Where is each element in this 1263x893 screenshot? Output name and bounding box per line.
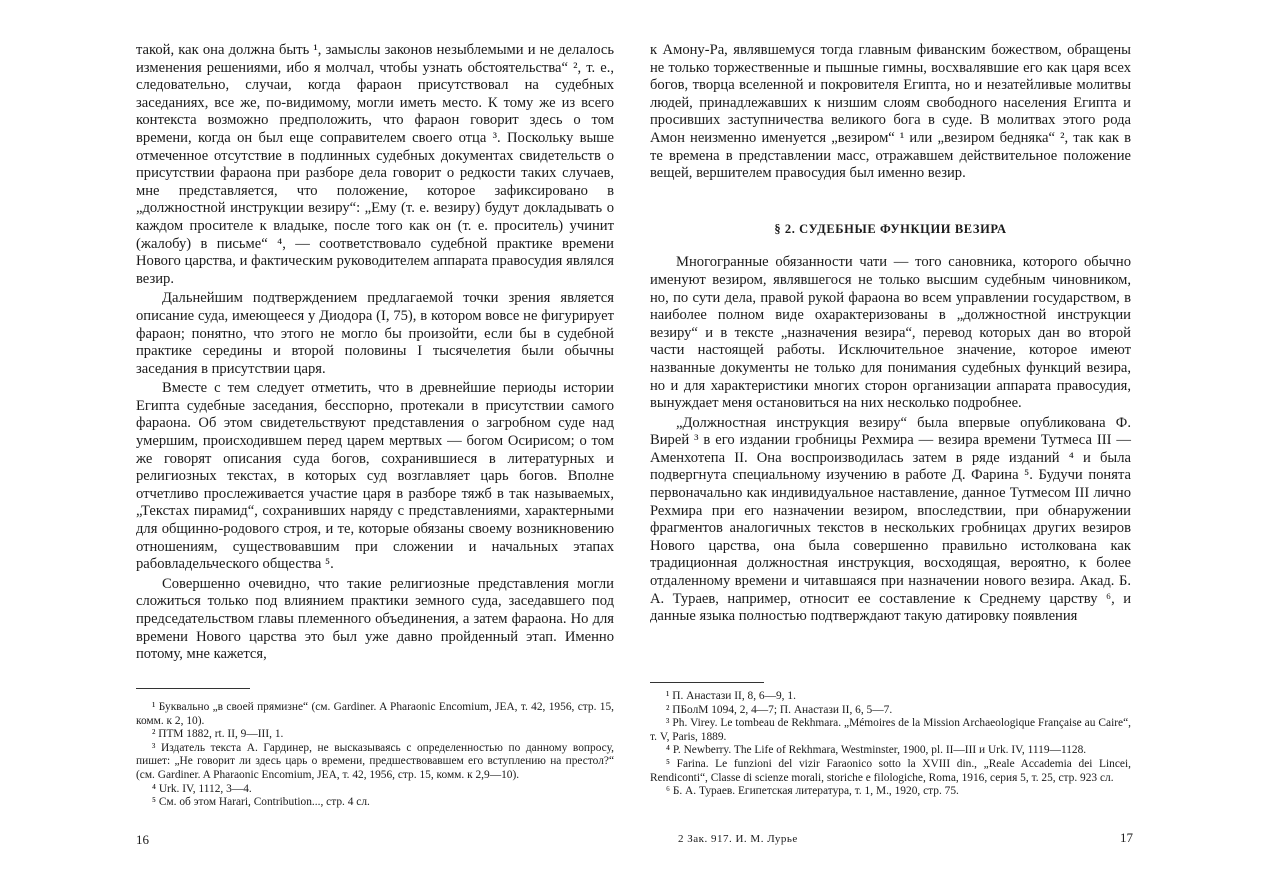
paragraph: „Должностная инструкция везиру“ была впервые опубликована Ф. Вирей ³ в его издании гробницы Рехмира — везира времени Тутмеса III — Аменхотепа II. Она воспроизводилась затем в ряде изданий ⁴ и была подвергнута специальному изучению в работе Д. Фарина ⁵. Будучи понята первоначально как индивидуальное наставление, данное Тутмесом III лично Рехмира при его назначении везиром, впоследствии, при обнаружении фрагментов аналогичных текстов в нескольких гробницах других везиров Нового царства, она была совершенно правильно истолкована как традиционная должностная инструкция, восходящая, вероятно, к более отдаленному времени и читавшаяся при назначении нового везира. Акад. Б. А. Тураев, например, относит ее составление к Среднему царству ⁶, и данные языка полностью подтверждают такую датировку появления (650, 414, 1131, 625)
paragraph: Дальнейшим подтверждением предлагаемой точки зрения является описание суда, имеющееся у Диодора (I, 75), в котором вовсе не фигурирует фараон; понятно, что этого не могло бы произойти, если бы в судебной практике середины и второй половины I тысячелетия были обычны заседания в присутствии царя. (136, 290, 614, 377)
page-number: 17 (1120, 830, 1133, 845)
footnote: ³ Издатель текста А. Гардинер, не высказываясь с определенностью по данному вопросу, пишет: „Не говорит ли здесь царь о времени, предшествовавшем его вступлению на престол?“ (см. Gardiner. A Pharaonic Encomium, JEA, т. 42, 1956, стр. 15, комм. к 2,9—10). (136, 741, 614, 781)
printer-signature: 2 Зак. 917. И. М. Лурье (678, 833, 798, 845)
left-main-text (136, 42, 614, 664)
footnote: ⁴ P. Newberry. The Life of Rekhmara, Westminster, 1900, pl. II—III и Urk. IV, 1119—1128. (666, 744, 1087, 757)
left-page (0, 0, 631, 893)
paragraph: такой, как она должна быть ¹, замыслы законов незыблемыми и не делалось изменения решениями, ибо я молчал, чтобы узнать обстоятельства“ ², т. е., следовательно, случаи, когда фараон присутствовал на судебных заседаниях, все же, по-видимому, могли иметь место. К тому же из всего контекста возможно предположить, что фараон говорит здесь о том времени, когда он был еще соправителем своего отца ³. Поскольку выше отмеченное отсутствие в подлинных судебных документах свидетельств о присутствии фараона при разборе дела говорит о редкости таких случаев, мне представляется, что положение, которое зафиксировано в „должностной инструкции везиру“: „Ему (т. е. везиру) будут докладывать о каждом просителе к владыке, после того как он (т. е. проситель) учинит (жалобу) в письме“ ⁴, — соответствовало судебной практике времени Нового царства, и фактическим руководителем аппарата правосудия являлся везир. (136, 42, 614, 287)
footnote: ³ Ph. Virey. Le tombeau de Rekhmara. „Mémoires de la Mission Archaeologique Française au Caire“, т. V, Paris, 1889. (650, 717, 1131, 743)
footnote-divider (650, 682, 764, 683)
paragraph: Совершенно очевидно, что такие религиозные представления могли сложиться только под влиянием практики земного суда, заседавшего под председательством главы племенного объединения, а затем фараона. Но для времени Нового царства это был уже давно пройденный этап. Именно потому, мне кажется, (136, 575, 614, 663)
paragraph: Вместе с тем следует отметить, что в древнейшие периоды истории Египта судебные заседания, бесспорно, протекали в присутствии самого фараона. Об этом свидетельствуют представления о загробном суде над умершим, происходившем перед царем мертвых — богом Осирисом; о том же говорят описания суда богов, сохранившиеся в литературных и религиозных текстах, в которых суд возглавляет царь богов. Вполне отчетливо прослеживается участие царя в разборе тяжб в так называемых, „Текстах пирамид“, сохранивших наряду с представлениями, характерными для общинно-родового строя, и те, которые обязаны своему возникновению отношениям, существовавшим при сложении и начальных этапах рабовладельческого общества ⁵. (136, 380, 614, 573)
footnote: ² ПТМ 1882, rt. II, 9—III, 1. (152, 728, 284, 741)
footnote: ² ПБолМ 1094, 2, 4—7; П. Анастази II, 6, 5—7. (666, 703, 893, 716)
right-main-text (650, 42, 1131, 626)
paragraph: к Амону-Ра, являвшемуся тогда главным фиванским божеством, обращены не только торжественные и пышные гимны, восхвалявшие его как царя всех богов, творца вселенной и покровителя Египта, но и незатейливые молитвы людей, принадлежавших к низшим слоям свободного населения Египта и просивших заступничества великого бога в суде. В молитвах этого рода Амон неизменно именуется „везиром“ ¹ или „везиром бедняка“ ², так как в те времена в представлении масс, отражавшем действительное положение вещей, вершителем правосудия был именно везир. (650, 42, 1131, 182)
footnote: ⁵ См. об этом Harari, Contribution..., стр. 4 сл. (152, 796, 370, 809)
right-page (632, 0, 1263, 893)
footnote: ⁶ Б. А. Тураев. Египетская литература, т. 1, М., 1920, стр. 75. (666, 785, 959, 798)
footnote: ⁴ Urk. IV, 1112, 3—4. (152, 782, 252, 795)
left-footnotes (136, 701, 614, 810)
footnote-divider (136, 688, 250, 689)
paragraph: Многогранные обязанности чати — того сановника, которого обычно именуют везиром, являвшегося не только высшим судебным чиновником, но, по сути дела, правой рукой фараона во всем управлении государством, в наиболее полном виде охарактеризованы в „должностной инструкции везиру“ и в тексте „назначения везира“, перевод которых дан во второй части настоящей работы. Исключительное значение, которое имеют названные документы не только для понимания судебных функций везира, но и для характеристики многих сторон организации аппарата правосудия, вынуждает меня остановиться на них несколько подробнее. (650, 254, 1131, 412)
footnote: ¹ Буквально „в своей прямизне“ (см. Gardiner. A Pharaonic Encomium, JEA, т. 42, 1956, стр. 15, комм. к 2, 10). (136, 701, 614, 727)
footnote: ¹ П. Анастази II, 8, 6—9, 1. (666, 690, 796, 702)
section-heading: § 2. СУДЕБНЫЕ ФУНКЦИИ ВЕЗИРА (774, 221, 1007, 236)
right-footnotes (650, 690, 1131, 799)
page-number: 16 (136, 832, 149, 847)
footnote: ⁵ Farina. Le funzioni del vizir Faraonico sotto la XVIII din., „Reale Accademia dei Lincei, Rendiconti“, Classe di scienze morali, storiche e filologiche, Roma, 1916, серия 5, т. 25, стр. 923 сл. (650, 757, 1131, 784)
